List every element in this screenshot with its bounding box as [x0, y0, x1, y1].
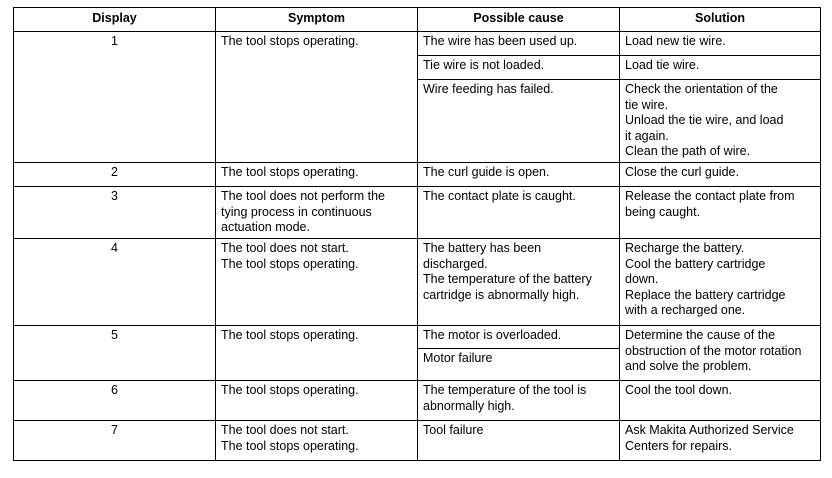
- symptom-cell: [216, 420, 418, 460]
- solution-line: Cool the tool down.: [625, 382, 733, 397]
- solution-line: with a recharged one.: [625, 303, 746, 318]
- possible-cause-cell: [418, 80, 620, 163]
- solution-line: Cool the battery cartridge: [625, 256, 766, 271]
- possible-cause-cell: [418, 420, 620, 460]
- possible-cause-cell: [418, 380, 620, 420]
- solution-cell: [620, 56, 821, 80]
- solution-cell: [620, 325, 821, 380]
- header-solution: Solution: [620, 8, 821, 32]
- symptom-line: The tool stops operating.: [221, 327, 359, 342]
- symptom-line: The tool does not start.: [221, 240, 349, 255]
- table-body: [14, 32, 821, 461]
- solution-cell: [620, 238, 821, 325]
- solution-cell: [620, 420, 821, 460]
- solution-line: Close the curl guide.: [625, 164, 739, 179]
- display-code-cell: 4: [14, 238, 216, 325]
- possible-cause-cell: [418, 325, 620, 348]
- symptom-cell: [216, 380, 418, 420]
- table-row: [14, 325, 821, 348]
- display-code-cell: 5: [14, 325, 216, 380]
- symptom-line: tying process in continuous: [221, 204, 372, 219]
- table-row: [14, 32, 821, 56]
- cause-line: Tool failure: [423, 422, 484, 437]
- cause-line: The battery has been: [423, 240, 542, 255]
- symptom-cell: [216, 32, 418, 163]
- display-code-cell: 1: [14, 32, 216, 163]
- display-code-cell: 3: [14, 186, 216, 238]
- solution-line: Replace the battery cartridge: [625, 287, 786, 302]
- table-row: [14, 186, 821, 238]
- symptom-line: The tool does not start.: [221, 422, 349, 437]
- symptom-line: The tool stops operating.: [221, 256, 359, 271]
- solution-line: Centers for repairs.: [625, 438, 732, 453]
- table-row: [14, 162, 821, 186]
- symptom-line: The tool does not perform the: [221, 188, 385, 203]
- symptom-cell: [216, 162, 418, 186]
- solution-line: Clean the path of wire.: [625, 144, 751, 159]
- solution-line: Check the orientation of the: [625, 82, 778, 96]
- solution-cell: [620, 162, 821, 186]
- symptom-cell: [216, 186, 418, 238]
- solution-line: down.: [625, 272, 659, 287]
- possible-cause-cell: [418, 56, 620, 80]
- solution-cell: [620, 186, 821, 238]
- display-code-cell: 2: [14, 162, 216, 186]
- solution-line: and solve the problem.: [625, 359, 752, 374]
- solution-cell: [620, 80, 821, 163]
- cause-line: Motor failure: [423, 350, 493, 365]
- symptom-line: The tool stops operating.: [221, 164, 359, 179]
- solution-cell: [620, 32, 821, 56]
- header-symptom: Symptom: [216, 8, 418, 32]
- symptom-cell: [216, 325, 418, 380]
- solution-cell: [620, 380, 821, 420]
- cause-line: Wire feeding has failed.: [423, 82, 554, 96]
- solution-line: Unload the tie wire, and load: [625, 113, 784, 128]
- cause-line: Tie wire is not loaded.: [423, 58, 545, 72]
- symptom-line: actuation mode.: [221, 220, 310, 235]
- cause-line: The temperature of the battery: [423, 272, 592, 287]
- troubleshooting-table: [13, 7, 821, 461]
- header-possible-cause: Possible cause: [418, 8, 620, 32]
- table-row: [14, 380, 821, 420]
- symptom-line: The tool stops operating.: [221, 34, 359, 48]
- possible-cause-cell: [418, 238, 620, 325]
- possible-cause-cell: [418, 348, 620, 380]
- cause-line: The temperature of the tool is: [423, 382, 587, 397]
- symptom-line: The tool stops operating.: [221, 438, 359, 453]
- header-display: Display: [14, 8, 216, 32]
- solution-line: it again.: [625, 128, 669, 143]
- solution-line: Recharge the battery.: [625, 240, 745, 255]
- solution-line: being caught.: [625, 204, 701, 219]
- header-row: [14, 8, 821, 32]
- cause-line: cartridge is abnormally high.: [423, 287, 580, 302]
- cause-line: abnormally high.: [423, 398, 515, 413]
- solution-line: Release the contact plate from: [625, 188, 795, 203]
- possible-cause-cell: [418, 186, 620, 238]
- table-row: [14, 238, 821, 325]
- symptom-cell: [216, 238, 418, 325]
- solution-line: Ask Makita Authorized Service: [625, 422, 794, 437]
- solution-line: Determine the cause of the: [625, 327, 776, 342]
- cause-line: The motor is overloaded.: [423, 327, 562, 342]
- possible-cause-cell: [418, 32, 620, 56]
- display-code-cell: 6: [14, 380, 216, 420]
- cause-line: The curl guide is open.: [423, 164, 550, 179]
- cause-line: discharged.: [423, 256, 488, 271]
- display-code-cell: 7: [14, 420, 216, 460]
- table-row: [14, 420, 821, 460]
- cause-line: The contact plate is caught.: [423, 188, 576, 203]
- symptom-line: The tool stops operating.: [221, 382, 359, 397]
- solution-line: tie wire.: [625, 97, 669, 112]
- solution-line: Load new tie wire.: [625, 34, 726, 48]
- solution-line: obstruction of the motor rotation: [625, 343, 802, 358]
- possible-cause-cell: [418, 162, 620, 186]
- cause-line: The wire has been used up.: [423, 34, 578, 48]
- solution-line: Load tie wire.: [625, 58, 700, 72]
